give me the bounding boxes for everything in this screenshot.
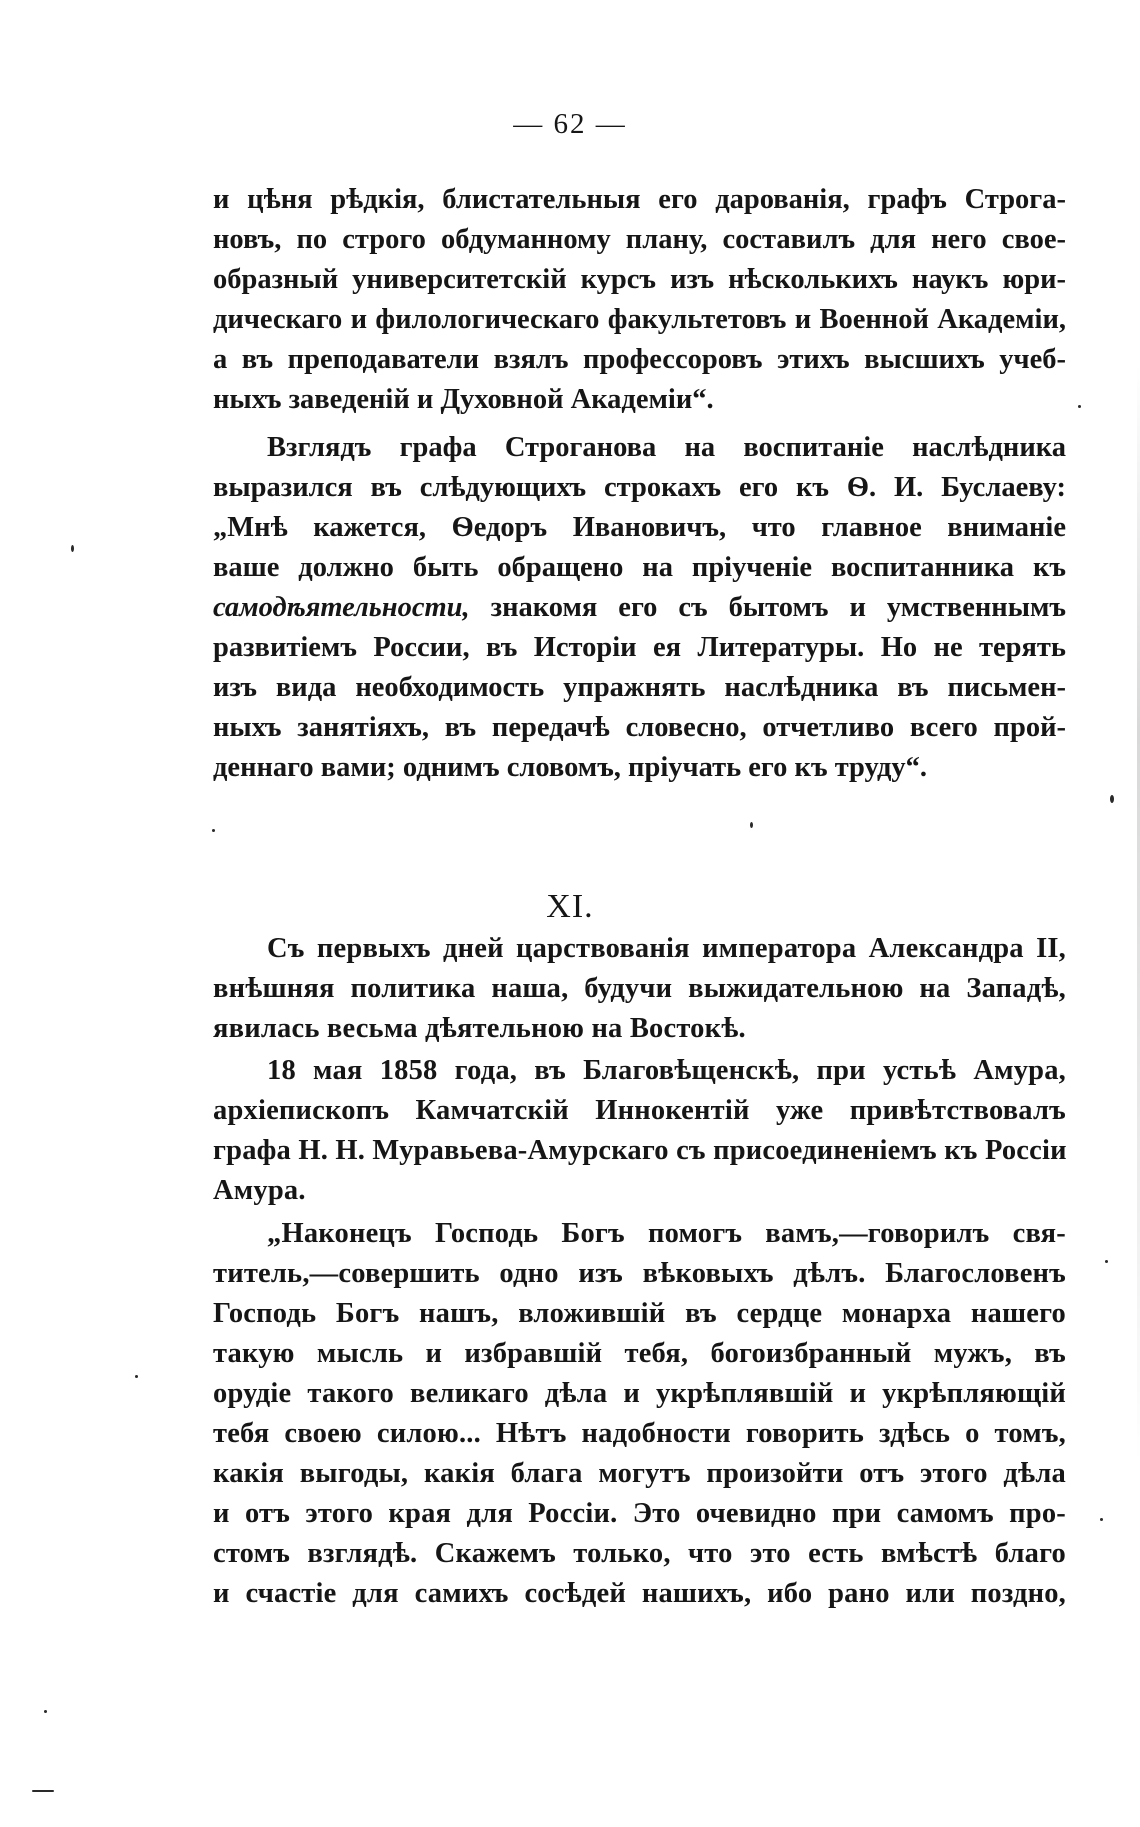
text-line: „Наконецъ Господь Богъ помогъ вамъ,—говорилъ свя-: [267, 1218, 1066, 1249]
text-line: „Мнѣ кажется, Ѳедоръ Ивановичъ, что главное вниманіе: [213, 512, 1066, 543]
text-line: дическаго и филологическаго факультетовъ и Военной Академіи,: [213, 304, 1066, 335]
text-line: образный университетскій курсъ изъ нѣсколькихъ наукъ юри-: [213, 264, 1066, 295]
text-line: Господь Богъ нашъ, вложившій въ сердце монарха нашего: [213, 1298, 1066, 1329]
text-line: графа Н. Н. Муравьева-Амурскаго съ присоединеніемъ къ Россіи: [213, 1135, 1067, 1166]
scan-speck: [1105, 1260, 1108, 1263]
scan-speck: [750, 822, 753, 828]
text-line: Съ первыхъ дней царствованія императора Александра II,: [267, 933, 1066, 964]
section-heading: XI.: [546, 888, 594, 925]
text-line: явилась весьма дѣятельною на Востокѣ.: [213, 1013, 746, 1044]
text-line: орудіе такого великаго дѣла и укрѣплявшій и укрѣпляющій: [213, 1378, 1066, 1409]
scan-speck: [135, 1375, 138, 1378]
text-line: архіепископъ Камчатскій Иннокентій уже привѣтствовалъ: [213, 1095, 1066, 1126]
scan-speck: [1100, 1518, 1103, 1521]
text-line: и цѣня рѣдкія, блистательныя его дарованія, графъ Строга-: [213, 184, 1066, 215]
scan-speck: [1078, 405, 1081, 408]
text-line: внѣшняя политика наша, будучи выжидательною на Западѣ,: [213, 973, 1066, 1004]
paragraph-continued: [213, 180, 1066, 420]
scan-speck: [1110, 795, 1114, 803]
text-line: деннаго вами; однимъ словомъ, пріучать его къ труду“.: [213, 752, 928, 783]
paragraph-speech: [213, 1214, 1066, 1614]
text-line: и счастіе для самихъ сосѣдей нашихъ, ибо рано или поздно,: [213, 1578, 1066, 1609]
text-line: тебя своею силою... Нѣтъ надобности говорить здѣсь о томъ,: [213, 1418, 1066, 1449]
text-line: Взглядъ графа Строганова на воспитаніе наслѣдника: [267, 432, 1066, 463]
text-line: ныхъ заведеній и Духовной Академіи“.: [213, 384, 714, 415]
text-line: титель,—совершить одно изъ вѣковыхъ дѣлъ. Благословенъ: [213, 1258, 1066, 1289]
text-line: такую мысль и избравшій тебя, богоизбранный мужъ, въ: [213, 1338, 1066, 1369]
text-line: новъ, по строго обдуманному плану, составилъ для него свое-: [213, 224, 1066, 255]
scan-speck: [32, 1790, 54, 1792]
scan-speck: [44, 1710, 47, 1713]
text-line: а въ преподаватели взялъ профессоровъ этихъ высшихъ учеб-: [213, 344, 1066, 375]
text-line: какія выгоды, какія блага могутъ произойти отъ этого дѣла: [213, 1458, 1066, 1489]
scan-speck: [71, 545, 74, 552]
text-line: ваше должно быть обращено на пріученіе воспитанника къ: [213, 552, 1066, 583]
scan-speck: [212, 829, 215, 832]
paragraph-reign: [213, 929, 1066, 1049]
italic-word: самодѣятельности,: [213, 592, 470, 623]
page-number: — 62 —: [513, 108, 627, 140]
text-line: и отъ этого края для Россіи. Это очевидно при самомъ про-: [213, 1498, 1066, 1529]
text-line: ныхъ занятіяхъ, въ передачѣ словесно, отчетливо всего прой-: [213, 712, 1066, 743]
text-line: 18 мая 1858 года, въ Благовѣщенскѣ, при устьѣ Амура,: [267, 1055, 1066, 1086]
line-rest: знакомя его съ бытомъ и умственнымъ: [469, 592, 1066, 623]
text-line: стомъ взглядѣ. Скажемъ только, что это есть вмѣстѣ благо: [213, 1538, 1066, 1569]
text-line: Амура.: [213, 1175, 306, 1206]
text-line: развитіемъ России, въ Исторіи ея Литературы. Но не терять: [213, 632, 1066, 663]
paragraph-view: [213, 428, 1066, 788]
text-line: изъ вида необходимость упражнять наслѣдника въ письмен-: [213, 672, 1066, 703]
text-line-italic: [213, 588, 1066, 628]
text-line: выразился въ слѣдующихъ строкахъ его къ Ѳ. И. Буслаеву:: [213, 472, 1066, 503]
paragraph-amur: [213, 1051, 1066, 1211]
